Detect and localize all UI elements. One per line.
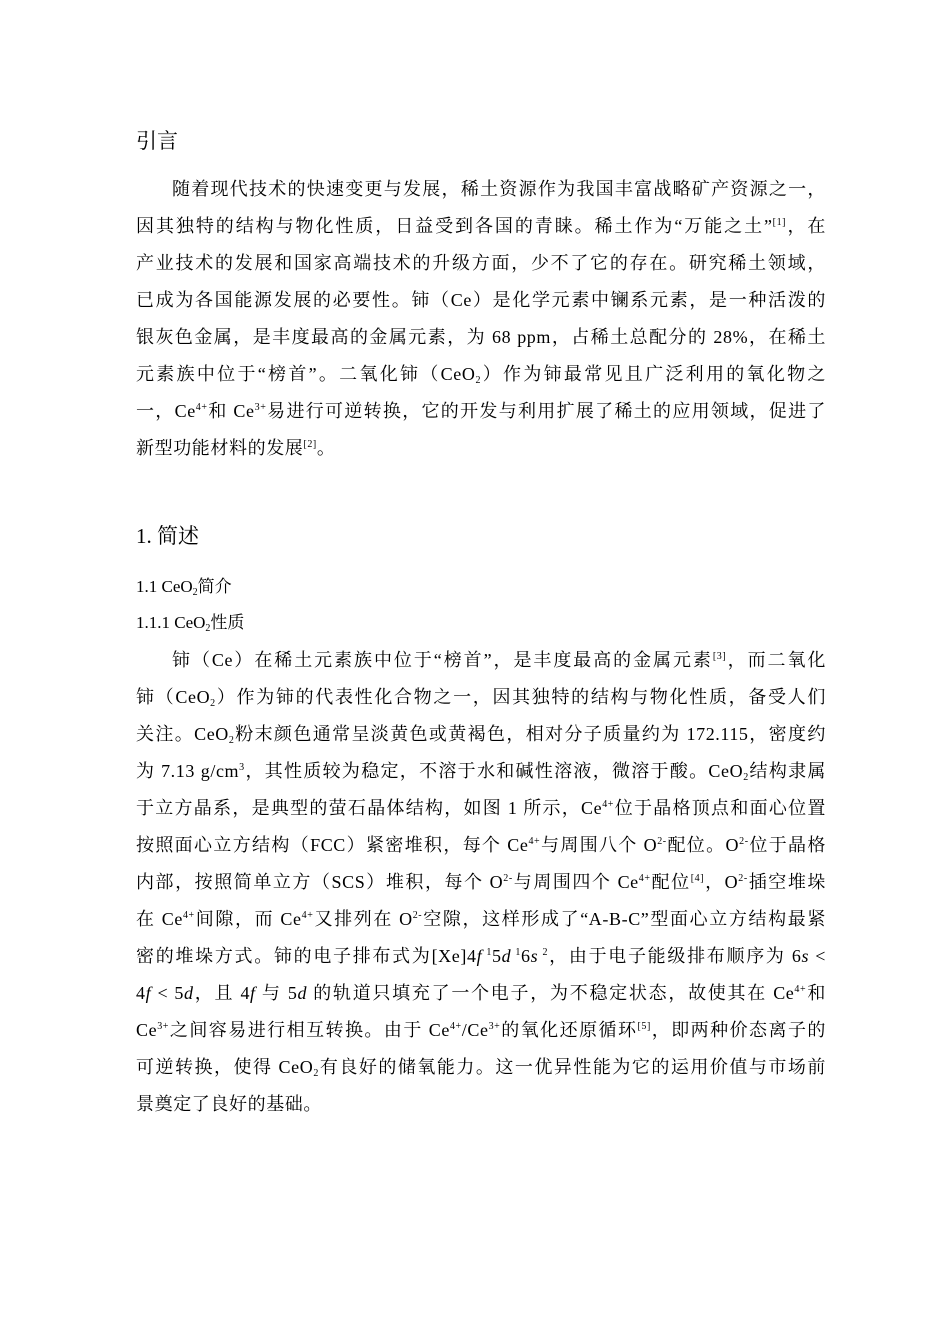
superscript: 4+	[182, 910, 195, 921]
subscript: 2	[313, 1068, 319, 1079]
paragraph-line: 随着现代技术的快速变更与发展，稀土资源作为我国丰富战略矿产资源之一，	[172, 179, 826, 199]
paragraph-line: 内部，按照简单立方（SCS）堆积，每个 $O^{2-}$与周围四个 $Ce^{4+}$配位[4]，$O^{2-}$插空堆垛	[136, 872, 826, 892]
subsubsection-heading: 1.1.1 CeO$_2$性质	[136, 613, 245, 634]
superscript: 4+	[602, 799, 615, 810]
paragraph-line: 铈（Ce）在稀土元素族中位于“榜首”，是丰度最高的金属元素[3]，而二氧化	[172, 650, 826, 670]
superscript: 3+	[488, 1021, 501, 1032]
subscript: 2	[228, 735, 235, 746]
paragraph-line: 为 7.13 $g/cm^3$，其性质较为稳定，不溶于水和碱性溶液，微溶于酸。CeO$_2$结构隶属	[136, 761, 826, 783]
subscript: 2	[192, 587, 198, 598]
italic-symbol: f	[476, 946, 483, 966]
subscript: 2	[210, 698, 216, 709]
paragraph-line: 于立方晶系，是典型的萤石晶体结构，如图 1 所示，$Ce^{4+}$位于晶格顶点和面心位置	[136, 798, 826, 818]
superscript: 2-	[503, 873, 513, 884]
paragraph-line: 已成为各国能源发展的必要性。铈（Ce）是化学元素中镧系元素，是一种活泼的	[136, 290, 826, 310]
paragraph-line: 一，$Ce^{4+}$和 $Ce^{3+}$易进行可逆转换，它的开发与利用扩展了稀土的应用领域，促进了	[136, 401, 826, 421]
superscript: [4]	[690, 873, 705, 884]
subscript: 2	[475, 375, 482, 386]
paragraph-line: $Ce^{3+}$之间容易进行相互转换。由于 $Ce^{4+}/Ce^{3+}$的氧化还原循环[5]，即两种价态离子的	[136, 1020, 826, 1040]
superscript: 1	[511, 947, 522, 958]
italic-symbol: d	[297, 983, 308, 1003]
superscript: 4+	[449, 1021, 462, 1032]
subscript: 2	[205, 623, 211, 634]
superscript: 4+	[638, 873, 651, 884]
paragraph-line: 景奠定了良好的基础。	[136, 1094, 322, 1114]
italic-symbol: d	[501, 946, 512, 966]
italic-symbol: s	[801, 946, 810, 966]
section-paragraph	[136, 642, 826, 1123]
subsection-heading: 1.1 CeO$_2$简介	[136, 577, 232, 598]
superscript: 4+	[528, 836, 541, 847]
superscript: 2-	[412, 910, 423, 921]
paragraph-line: 银灰色金属，是丰度最高的金属元素，为 68 ppm，占稀土总配分的 28%，在稀土	[136, 327, 826, 347]
superscript: 4+	[195, 402, 208, 413]
superscript: [2]	[303, 439, 317, 450]
superscript: 2	[538, 947, 549, 958]
italic-symbol: d	[184, 983, 194, 1003]
paragraph-line: 密的堆垛方式。铈的电子排布式为[Xe]4f $^1$5d $^1$6s $^2$，由于电子能级排布顺序为 6s <	[136, 946, 826, 966]
superscript: [1]	[772, 217, 787, 228]
paragraph-line: 4f < 5d，且 4f 与 5d 的轨道只填充了一个电子，为不稳定状态，故使其在 $Ce^{4+}$和	[136, 983, 826, 1003]
intro-title: 引言	[136, 129, 178, 153]
paragraph-line: 可逆转换，使得 CeO$_2$有良好的储氧能力。这一优异性能为它的运用价值与市场前	[136, 1057, 826, 1079]
subscript: 2	[743, 772, 749, 783]
section-title: 1. 简述	[136, 524, 199, 548]
superscript: 3	[239, 762, 245, 773]
paragraph-line: 按照面心立方结构（FCC）紧密堆积，每个 $Ce^{4+}$与周围八个 $O^{2-}$配位。$O^{2-}$位于晶格	[136, 835, 826, 855]
italic-symbol: f	[250, 983, 256, 1003]
superscript: 4+	[301, 910, 314, 921]
intro-paragraph	[136, 171, 826, 467]
superscript: 2-	[738, 873, 748, 884]
superscript: 1	[482, 947, 492, 958]
superscript: 2-	[657, 836, 667, 847]
paragraph-line: 元素族中位于“榜首”。二氧化铈（CeO$_2$）作为铈最常见且广泛利用的氧化物之	[136, 364, 826, 386]
paragraph-line: 关注。CeO$_2$粉末颜色通常呈淡黄色或黄褐色，相对分子质量约为 172.115，密度约	[136, 724, 826, 746]
superscript: 3+	[254, 402, 267, 413]
paragraph-line: 新型功能材料的发展[2]。	[136, 438, 336, 458]
italic-symbol: f	[145, 983, 152, 1003]
paragraph-line: 产业技术的发展和国家高端技术的升级方面，少不了它的存在。研究稀土领域，	[136, 253, 826, 273]
superscript: [3]	[712, 651, 727, 662]
superscript: 3+	[157, 1021, 170, 1032]
paragraph-line: 在 $Ce^{4+}$间隙，而 $Ce^{4+}$又排列在 $O^{2-}$空隙，这样形成了“A-B-C”型面心立方结构最紧	[136, 909, 826, 929]
italic-symbol: s	[530, 946, 539, 966]
paragraph-line: 因其独特的结构与物化性质，日益受到各国的青睐。稀土作为“万能之土”[1]，在	[136, 216, 826, 236]
superscript: 4+	[794, 984, 807, 995]
superscript: 2-	[739, 836, 749, 847]
paragraph-line: 铈（CeO$_2$）作为铈的代表性化合物之一，因其独特的结构与物化性质，备受人们	[136, 687, 826, 709]
superscript: [5]	[637, 1021, 651, 1032]
